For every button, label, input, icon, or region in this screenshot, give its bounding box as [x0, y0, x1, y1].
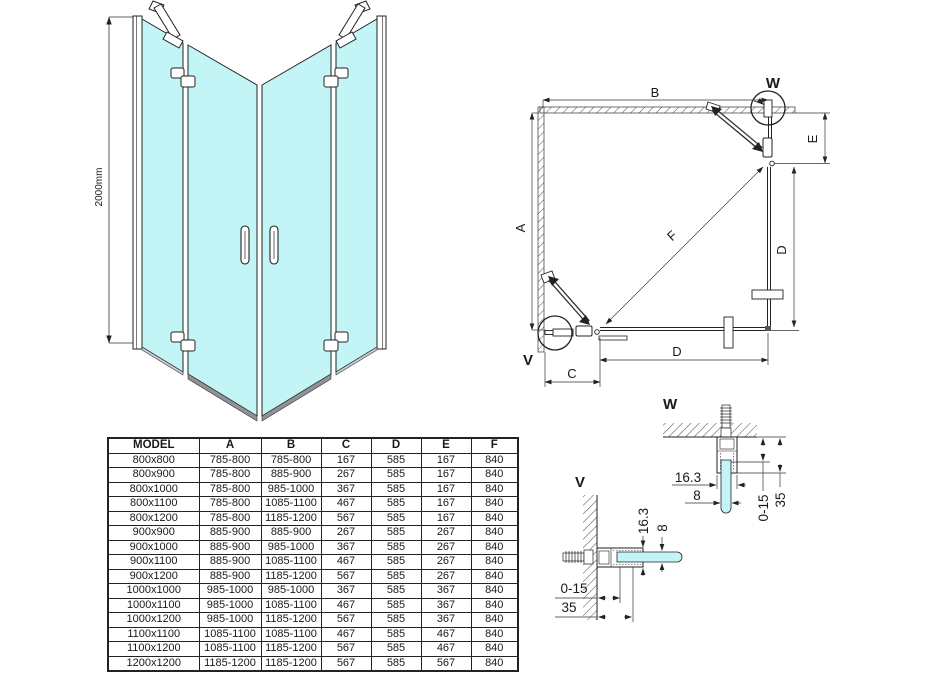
table-cell: 585 [371, 598, 421, 613]
table-cell: 840 [471, 584, 518, 599]
table-cell: 985-1000 [199, 613, 261, 628]
table-cell: 840 [471, 598, 518, 613]
table-cell: 567 [321, 569, 371, 584]
plan-glass-panels [600, 113, 772, 331]
table-cell: 167 [321, 453, 371, 468]
table-header-cell: F [471, 438, 518, 453]
table-cell: 985-1000 [199, 598, 261, 613]
iso-door-handles [241, 226, 278, 264]
table-cell: 267 [321, 468, 371, 483]
table-cell: 840 [471, 511, 518, 526]
table-cell: 1085-1100 [261, 598, 321, 613]
table-header-cell: B [261, 438, 321, 453]
table-row [108, 482, 518, 497]
plan-dim-f-line [606, 167, 763, 324]
table-cell: 585 [371, 555, 421, 570]
table-cell: 1085-1100 [261, 497, 321, 512]
table-cell: 800x900 [108, 468, 199, 483]
table-cell: 900x900 [108, 526, 199, 541]
table-cell: 1185-1200 [261, 569, 321, 584]
table-cell: 1000x1200 [108, 613, 199, 628]
table-cell: 985-1000 [261, 540, 321, 555]
plan-dim-a-label: A [513, 223, 528, 233]
table-cell: 567 [421, 656, 471, 671]
table-cell: 585 [371, 656, 421, 671]
table-row [108, 584, 518, 599]
table-cell: 585 [371, 468, 421, 483]
plan-dim-c-label: C [567, 366, 577, 381]
detail-w-screw [720, 405, 732, 437]
table-cell: 840 [471, 627, 518, 642]
table-cell: 567 [321, 511, 371, 526]
table-cell: 785-800 [199, 482, 261, 497]
table-cell: 1185-1200 [261, 613, 321, 628]
table-cell: 785-800 [199, 453, 261, 468]
table-cell: 367 [321, 584, 371, 599]
table-row [108, 642, 518, 657]
table-cell: 840 [471, 540, 518, 555]
table-cell: 840 [471, 569, 518, 584]
table-cell: 900x1200 [108, 569, 199, 584]
plan-pivot-bottom [595, 330, 600, 335]
plan-dim-e-label: E [805, 134, 820, 144]
table-cell: 585 [371, 569, 421, 584]
table-cell: 885-900 [199, 569, 261, 584]
table-cell: 985-1000 [261, 482, 321, 497]
detail-v [555, 474, 682, 622]
size-table-header-row [108, 438, 518, 453]
table-cell: 167 [421, 453, 471, 468]
plan-detail-w-label: W [765, 75, 781, 92]
plan-support-bar-bottom [541, 271, 592, 336]
plan-view [505, 60, 928, 392]
table-row [108, 540, 518, 555]
table-cell: 1000x1000 [108, 584, 199, 599]
table-header-cell: C [321, 438, 371, 453]
table-cell: 585 [371, 642, 421, 657]
table-cell: 785-800 [261, 453, 321, 468]
table-row [108, 511, 518, 526]
detail-v-title: V [575, 474, 586, 491]
iso-glass-panels [142, 19, 377, 416]
table-cell: 885-900 [261, 526, 321, 541]
table-cell: 167 [421, 482, 471, 497]
table-row [108, 468, 518, 483]
table-cell: 1185-1200 [261, 656, 321, 671]
table-cell: 785-800 [199, 497, 261, 512]
table-cell: 1185-1200 [261, 642, 321, 657]
table-cell: 367 [321, 540, 371, 555]
plan-dim-d-right-label: D [774, 245, 789, 255]
plan-pivot-right [770, 161, 775, 166]
table-cell: 800x1100 [108, 497, 199, 512]
table-cell: 167 [421, 497, 471, 512]
table-header-cell: D [371, 438, 421, 453]
table-row [108, 598, 518, 613]
table-cell: 985-1000 [261, 584, 321, 599]
table-cell: 367 [321, 482, 371, 497]
table-cell: 585 [371, 497, 421, 512]
table-cell: 267 [421, 569, 471, 584]
detail-w-dim-0-15: 0-15 [756, 494, 771, 522]
iso-height-label: 2000mm [94, 167, 105, 207]
table-row [108, 613, 518, 628]
table-cell: 840 [471, 482, 518, 497]
table-cell: 840 [471, 642, 518, 657]
isometric-view [40, 0, 440, 440]
table-cell: 1085-1100 [199, 627, 261, 642]
table-cell: 585 [371, 613, 421, 628]
detail-views [520, 390, 928, 686]
plan-door-handles [724, 290, 783, 348]
table-cell: 1185-1200 [261, 511, 321, 526]
table-cell: 1085-1100 [261, 627, 321, 642]
detail-v-glass [617, 552, 682, 562]
iso-height-dimension [109, 17, 135, 343]
table-row [108, 497, 518, 512]
table-header-cell: MODEL [108, 438, 199, 453]
table-row [108, 526, 518, 541]
table-cell: 1085-1100 [261, 555, 321, 570]
table-cell: 840 [471, 613, 518, 628]
table-cell: 1100x1200 [108, 642, 199, 657]
table-cell: 367 [421, 584, 471, 599]
plan-detail-v-label: V [523, 352, 534, 369]
plan-dim-b-label: B [650, 85, 660, 100]
detail-v-screw [563, 550, 593, 564]
table-row [108, 656, 518, 671]
detail-w-title: W [663, 396, 678, 413]
table-cell: 885-900 [261, 468, 321, 483]
table-cell: 785-800 [199, 468, 261, 483]
table-cell: 467 [321, 555, 371, 570]
table-cell: 840 [471, 497, 518, 512]
table-cell: 267 [421, 540, 471, 555]
table-cell: 267 [421, 555, 471, 570]
table-cell: 585 [371, 540, 421, 555]
table-cell: 1000x1100 [108, 598, 199, 613]
table-header-cell: E [421, 438, 471, 453]
table-cell: 840 [471, 526, 518, 541]
detail-v-dim-35: 35 [561, 600, 577, 615]
table-cell: 585 [371, 526, 421, 541]
table-cell: 885-900 [199, 555, 261, 570]
plan-dim-d-bottom-label: D [672, 344, 682, 359]
table-cell: 167 [421, 468, 471, 483]
table-cell: 840 [471, 555, 518, 570]
detail-w [663, 396, 788, 522]
size-table [107, 437, 519, 672]
table-cell: 267 [421, 526, 471, 541]
table-cell: 885-900 [199, 540, 261, 555]
detail-w-glass [721, 460, 731, 513]
detail-v-dim-8: 8 [655, 524, 670, 532]
table-cell: 885-900 [199, 526, 261, 541]
table-cell: 840 [471, 468, 518, 483]
table-cell: 367 [421, 613, 471, 628]
table-cell: 567 [321, 613, 371, 628]
table-cell: 567 [321, 642, 371, 657]
table-cell: 167 [421, 511, 471, 526]
detail-w-dim-35: 35 [773, 492, 788, 508]
table-header-cell: A [199, 438, 261, 453]
detail-w-wall-hatch [663, 423, 757, 437]
table-cell: 800x1200 [108, 511, 199, 526]
table-cell: 785-800 [199, 511, 261, 526]
table-cell: 467 [321, 627, 371, 642]
table-cell: 585 [371, 584, 421, 599]
plan-dim-f-label: F [664, 227, 680, 244]
plan-hinge-stub [599, 336, 627, 340]
table-cell: 585 [371, 482, 421, 497]
table-cell: 567 [321, 656, 371, 671]
table-cell: 267 [321, 526, 371, 541]
detail-w-dim-8: 8 [693, 488, 701, 503]
table-cell: 585 [371, 511, 421, 526]
table-cell: 900x1000 [108, 540, 199, 555]
plan-wall-bracket-v [545, 329, 573, 336]
table-row [108, 555, 518, 570]
table-cell: 1100x1100 [108, 627, 199, 642]
detail-v-dim-16-3: 16.3 [636, 507, 651, 535]
table-cell: 1200x1200 [108, 656, 199, 671]
size-table-body [108, 453, 518, 671]
table-row [108, 627, 518, 642]
table-cell: 467 [321, 497, 371, 512]
table-cell: 900x1100 [108, 555, 199, 570]
table-cell: 467 [321, 598, 371, 613]
table-cell: 585 [371, 453, 421, 468]
table-cell: 467 [421, 642, 471, 657]
table-row [108, 453, 518, 468]
table-cell: 840 [471, 453, 518, 468]
table-cell: 800x1000 [108, 482, 199, 497]
detail-v-dim-0-15: 0-15 [560, 581, 588, 596]
table-cell: 800x800 [108, 453, 199, 468]
detail-w-dim-16-3: 16.3 [674, 470, 702, 485]
table-cell: 985-1000 [199, 584, 261, 599]
table-cell: 1085-1100 [199, 642, 261, 657]
table-cell: 1185-1200 [199, 656, 261, 671]
table-cell: 840 [471, 656, 518, 671]
table-row [108, 569, 518, 584]
plan-corner-joint [765, 326, 771, 331]
table-cell: 467 [421, 627, 471, 642]
table-cell: 585 [371, 627, 421, 642]
table-cell: 367 [421, 598, 471, 613]
